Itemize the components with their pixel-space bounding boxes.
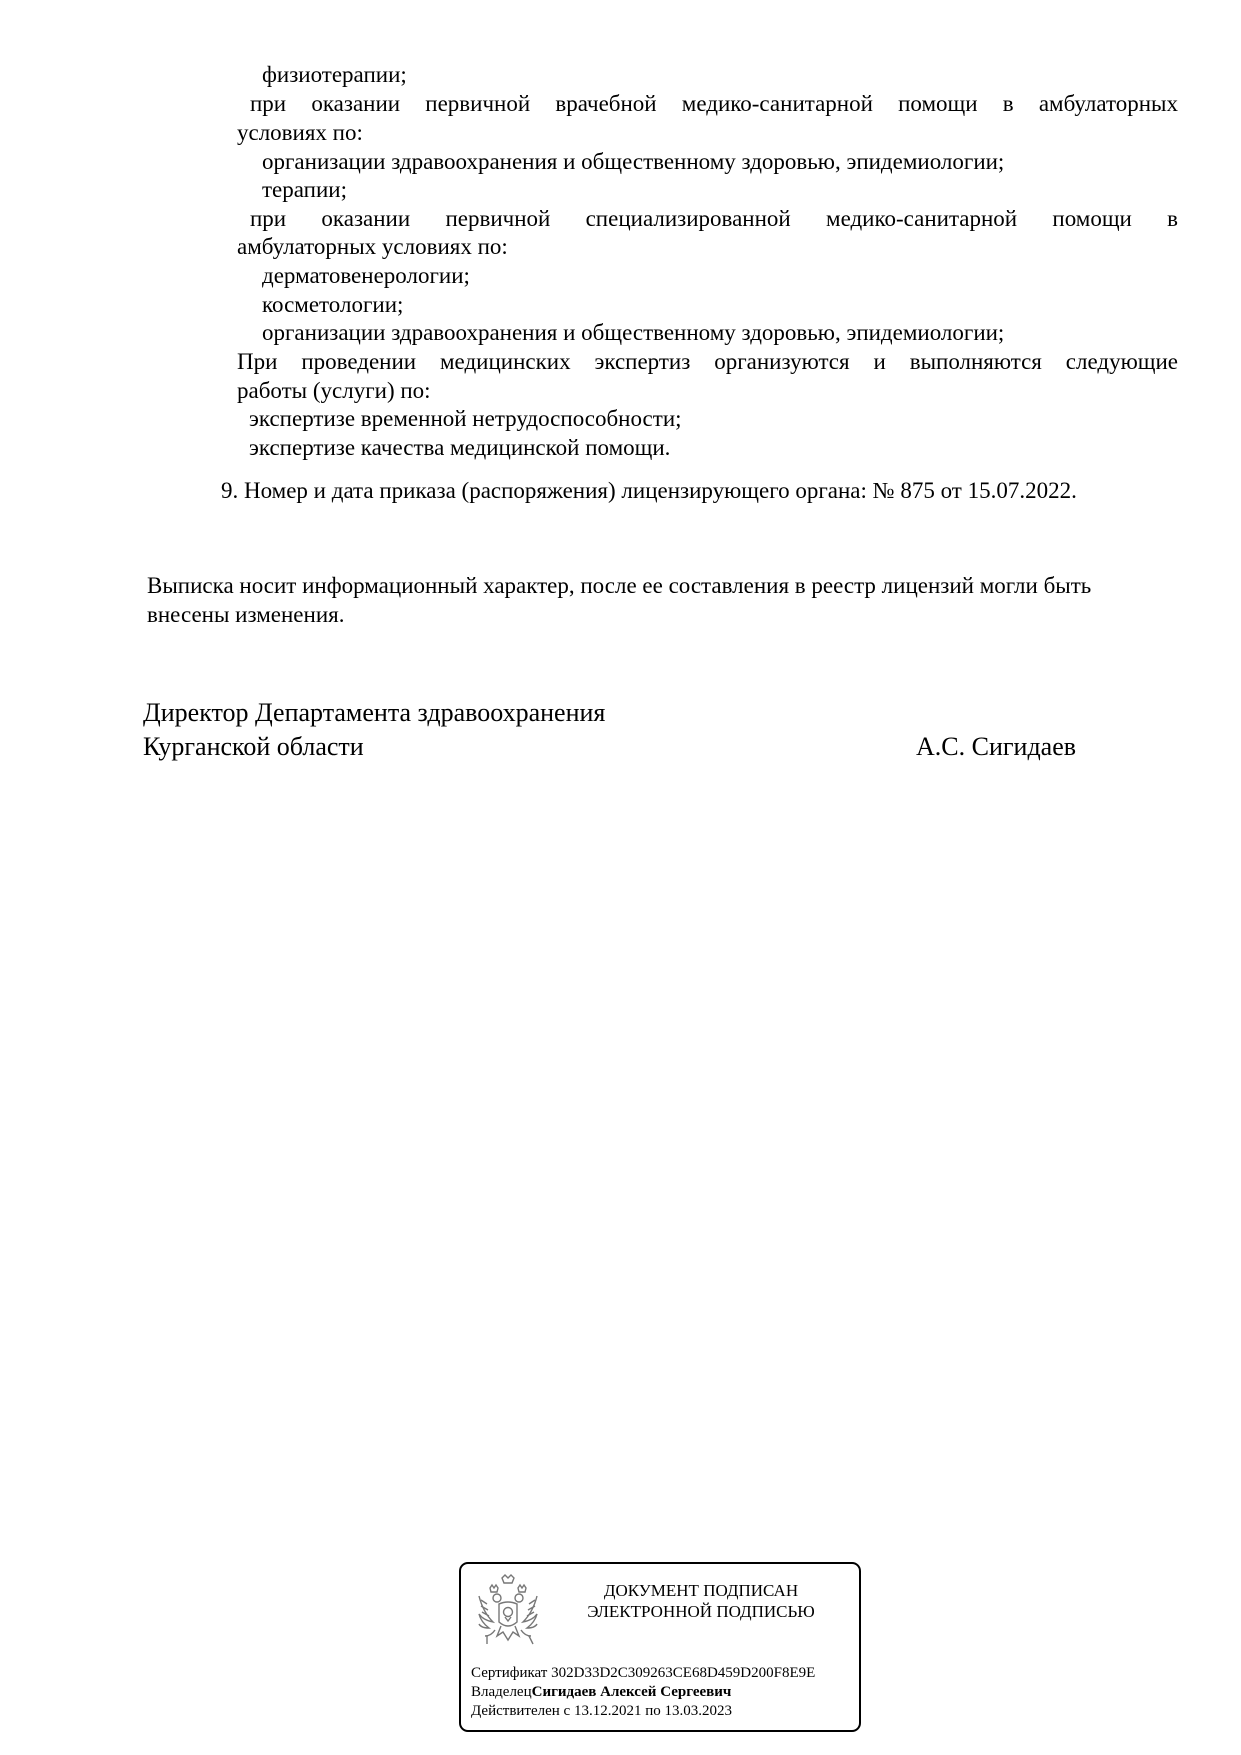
body-line-public-health-2: организации здравоохранения и общественному здоровью, эпидемиологии; — [262, 320, 1005, 345]
body-line-expertise-heading-cont: работы (услуги) по: — [237, 378, 431, 403]
stamp-title — [551, 1580, 851, 1622]
stamp-validity: Действителен с 13.12.2021 по 13.03.2023 — [471, 1703, 732, 1719]
body-line-expertise-heading: При проведении медицинских экспертиз организуются и выполняются следующие — [237, 349, 1178, 374]
signatory-position-line-2: Курганской области — [143, 732, 364, 761]
owner-value: Сигидаев Алексей Сергеевич — [531, 1684, 732, 1700]
body-line-dermatovenereology: дерматовенерологии; — [262, 263, 470, 288]
owner-label: Владелец — [471, 1684, 532, 1700]
coat-of-arms-icon — [473, 1574, 543, 1654]
stamp-title-line-1: ДОКУМЕНТ ПОДПИСАН — [603, 1581, 799, 1600]
signatory-position-line-1: Директор Департамента здравоохранения — [143, 698, 606, 727]
body-line-public-health-1: организации здравоохранения и общественному здоровью, эпидемиологии; — [262, 149, 1005, 174]
stamp-certificate — [471, 1664, 815, 1683]
body-line-primary-care-heading-cont: условиях по: — [237, 120, 363, 145]
notice-line-1: Выписка носит информационный характер, после ее составления в реестр лицензий могли быть — [147, 573, 1092, 598]
certificate-label: Сертификат — [471, 1665, 548, 1681]
body-line-primary-care-heading: при оказании первичной врачебной медико-санитарной помощи в амбулаторных — [250, 91, 1178, 116]
certificate-value: 302D33D2C309263CE68D459D200F8E9E — [551, 1665, 816, 1681]
body-line-quality-expertise: экспертизе качества медицинской помощи. — [249, 435, 671, 460]
body-line-specialized-care-heading: при оказании первичной специализированной медико-санитарной помощи в — [250, 206, 1178, 231]
body-line-physiotherapy: физиотерапии; — [262, 62, 407, 87]
notice-line-2: внесены изменения. — [147, 602, 345, 627]
signatory-name: А.С. Сигидаев — [916, 732, 1077, 761]
body-line-therapy: терапии; — [262, 177, 347, 202]
body-line-cosmetology: косметологии; — [262, 292, 404, 317]
stamp-owner — [471, 1683, 731, 1702]
body-line-temp-disability: экспертизе временной нетрудоспособности; — [249, 406, 682, 431]
body-line-specialized-care-heading-cont: амбулаторных условиях по: — [237, 234, 508, 259]
stamp-title-line-2: ЭЛЕКТРОННОЙ ПОДПИСЬЮ — [587, 1602, 815, 1621]
order-number-item: 9. Номер и дата приказа (распоряжения) лицензирующего органа: № 875 от 15.07.2022. — [221, 478, 1077, 503]
electronic-signature-stamp — [459, 1562, 861, 1732]
